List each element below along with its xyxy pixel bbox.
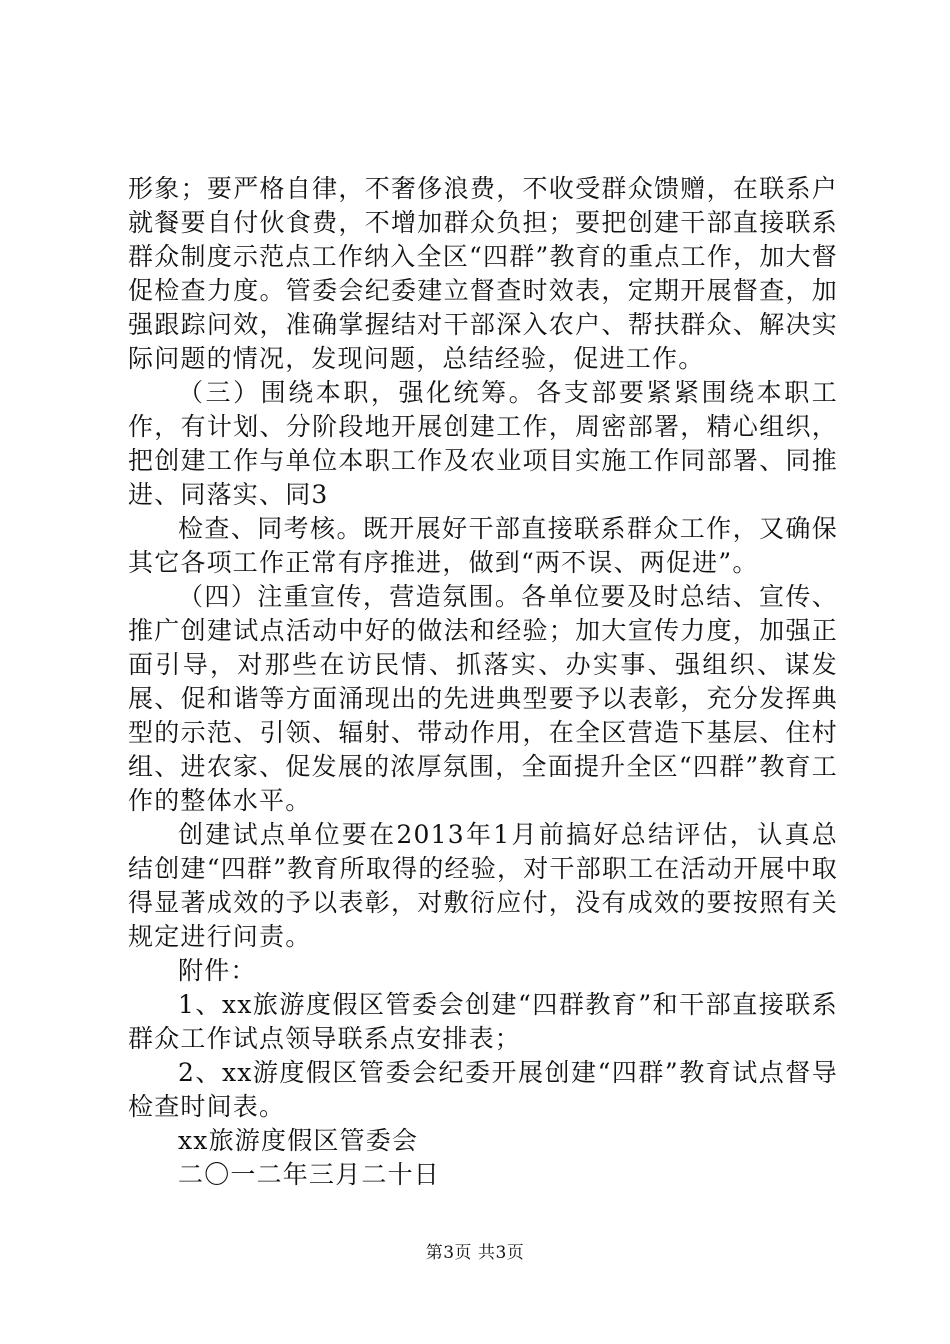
signature-date: 二〇一二年三月二十日 [178, 1160, 441, 1189]
paragraph-4: （四）注重宣传，营造氛围。各单位要及时总结、宣传、推广创建试点活动中好的做法和经验；加大宣传力度，加强正面引导，对那些在访民情、抓落实、办实事、强组织、谋发展、促和谐等方面涌现出的先进典型要予以表彰，充分发挥典型的示范、引领、辐射、带动作用，在全区营造下基层、住村组、进农家、促发展的浓厚氛围，全面提升全区“四群”教育工作的整体水平。 [128, 582, 838, 815]
attachment-item-1: 1、xx旅游度假区管委会创建“四群教育”和干部直接联系群众工作试点领导联系点安排表； [128, 990, 838, 1053]
attachment-item-2: 2、xx游度假区管委会纪委开展创建“四群”教育试点督导检查时间表。 [128, 1058, 838, 1121]
paragraph-3: 检查、同考核。既开展好干部直接联系群众工作，又确保其它各项工作正常有序推进，做到“两不误、两促进”。 [128, 514, 838, 577]
document-body [128, 172, 838, 1192]
paragraph-1: 形象；要严格自律，不奢侈浪费，不收受群众馈赠，在联系户就餐要自付伙食费，不增加群众负担；要把创建干部直接联系群众制度示范点工作纳入全区“四群”教育的重点工作，加大督促检查力度。管委会纪委建立督查时效表，定期开展督查，加强跟踪问效，准确掌握结对干部深入农户、帮扶群众、解决实际问题的情况，发现问题，总结经验，促进工作。 [128, 174, 838, 373]
signature-organization: xx旅游度假区管委会 [178, 1126, 419, 1155]
paragraph-5: 创建试点单位要在2013年1月前搞好总结评估，认真总结创建“四群”教育所取得的经验，对干部职工在活动开展中取得显著成效的予以表彰，对敷衍应付，没有成效的要按照有关规定进行问责。 [128, 820, 838, 951]
page-footer: 第3页 共3页 [425, 1243, 525, 1263]
attachment-heading: 附件： [178, 956, 257, 985]
paragraph-2: （三）围绕本职，强化统筹。各支部要紧紧围绕本职工作，有计划、分阶段地开展创建工作，周密部署，精心组织，把创建工作与单位本职工作及农业项目实施工作同部署、同推进、同落实、同3 [128, 378, 838, 509]
